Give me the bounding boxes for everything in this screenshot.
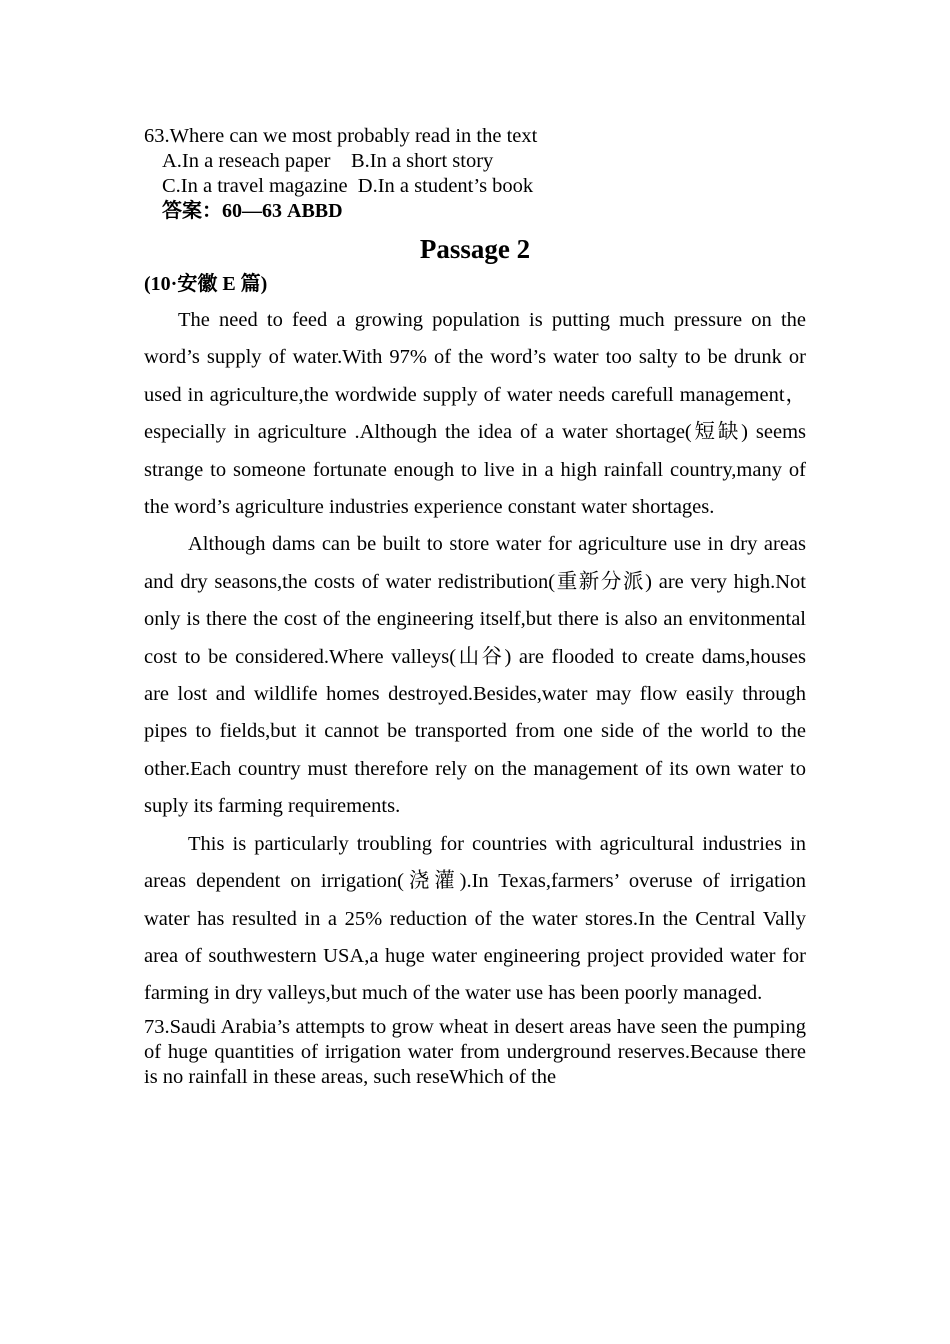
answer-key: 答案：60—63 ABBD [162, 200, 343, 222]
question-63-stem: 63.Where can we most probably read in the text [144, 125, 538, 147]
question-63-options-cd: C.In a travel magazine D.In a student’s book [162, 175, 534, 197]
document-page [144, 124, 806, 1090]
passage-source: (10·安徽 E 篇) [144, 273, 268, 295]
passage-paragraph-1: The need to feed a growing population is putting much pressure on the word’s supply of water.With 97% of the word’s water too salty to be drunk or used in agriculture,the wordwide supply of water needs carefull management， especially in agriculture .Although the idea of a water shortage(短缺) seems strange to someone fortunate enough to live in a high rainfall country,many of the word’s agriculture industries experience constant water shortages. [144, 309, 806, 519]
question-63-options-ab: A.In a reseach paper B.In a short story [162, 150, 494, 172]
passage-paragraph-2: Although dams can be built to store water for agriculture use in dry areas and dry seasons,the costs of water redistribution(重新分派) are very high.Not only is there the cost of the engineering itself,but there is also an envitonmental cost to be considered.Where valleys(山谷) are flooded to create dams,houses are lost and wildlife homes destroyed.Besides,water may flow easily through pipes to fields,but it cannot be transported from one side of the world to the other.Each country must therefore rely on the management of its own water to suply its farming requirements. [144, 533, 806, 818]
passage-paragraph-3: This is particularly troubling for countries with agricultural industries in areas dependent on irrigation(浇灌).In Texas,farmers’ overuse of irrigation water has resulted in a 25% reduction of the water stores.In the Central Vally area of southwestern USA,a huge water engineering project provided water for farming in dry valleys,but much of the water use has been poorly managed. [144, 832, 806, 1005]
passage-title: Passage 2 [419, 234, 531, 264]
question-73: 73.Saudi Arabia’s attempts to grow wheat in desert areas have seen the pumping of huge quantities of irrigation water from underground reserves.Because there is no rainfall in these areas, such reseWhich of the [144, 1015, 806, 1088]
